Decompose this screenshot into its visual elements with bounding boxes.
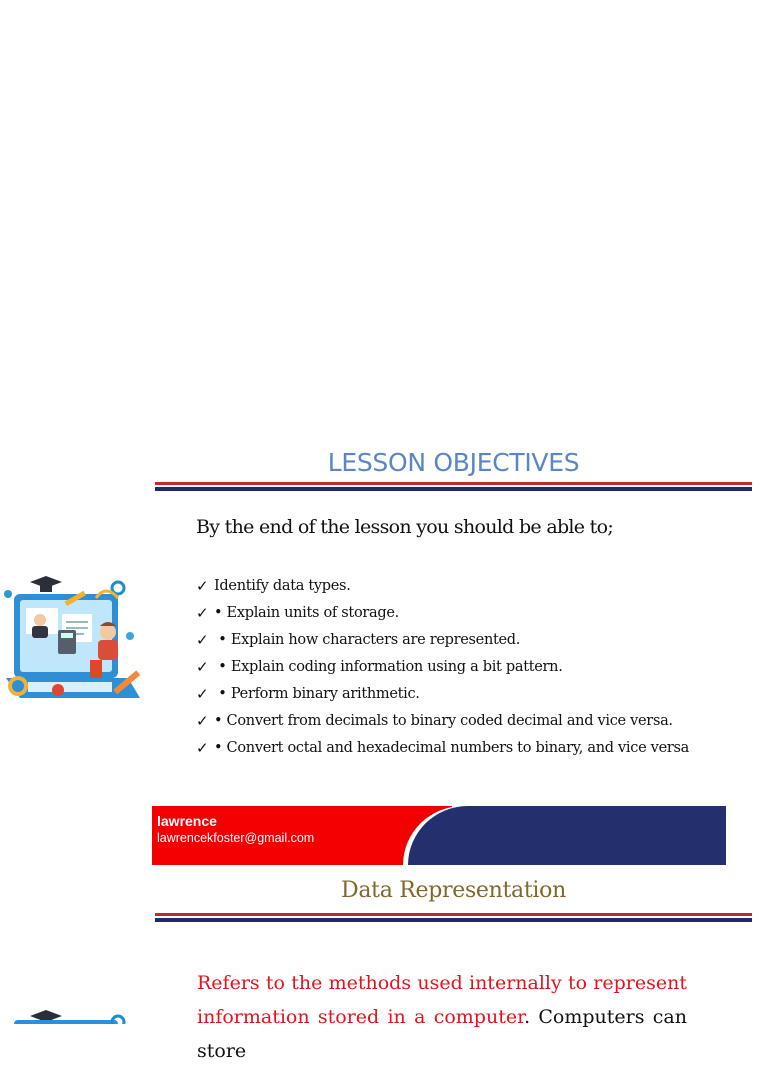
divider-navy-line xyxy=(155,487,752,491)
objective-text: • Explain how characters are represented. xyxy=(214,631,521,648)
list-item xyxy=(196,680,689,707)
check-icon: ✓ xyxy=(196,711,209,730)
computer-education-clipart xyxy=(0,574,146,714)
list-item xyxy=(196,599,689,626)
check-icon: ✓ xyxy=(196,603,209,622)
divider-red-line xyxy=(155,913,752,916)
list-item xyxy=(196,653,689,680)
check-icon: ✓ xyxy=(196,630,209,649)
definition-paragraph xyxy=(197,966,687,1068)
check-icon: ✓ xyxy=(196,657,209,676)
author-banner xyxy=(152,806,726,865)
banner-blue-panel xyxy=(408,806,726,865)
objective-text: • Perform binary arithmetic. xyxy=(214,685,420,702)
list-item xyxy=(196,707,689,734)
list-item xyxy=(196,626,689,653)
check-icon: ✓ xyxy=(196,576,209,595)
definition-text: . Computers can store xyxy=(197,1006,687,1062)
objective-text: • Explain coding information using a bit pattern. xyxy=(214,658,563,675)
list-item xyxy=(196,734,689,761)
objectives-list xyxy=(196,572,689,761)
objective-text: • Convert octal and hexadecimal numbers to binary, and vice versa xyxy=(214,739,689,756)
check-icon: ✓ xyxy=(196,684,209,703)
objective-text: • Explain units of storage. xyxy=(214,604,399,621)
list-item xyxy=(196,572,689,599)
author-name: lawrence xyxy=(157,813,217,829)
title-divider xyxy=(155,913,752,923)
definition-highlight: Refers to the methods used internally to represent information stored in a computer xyxy=(197,972,687,1028)
divider-navy-line xyxy=(155,918,752,922)
page-title: LESSON OBJECTIVES xyxy=(327,448,580,477)
divider-red-line xyxy=(155,482,752,485)
objectives-intro: By the end of the lesson you should be able to; xyxy=(196,516,614,538)
check-icon: ✓ xyxy=(196,738,209,757)
computer-education-clipart xyxy=(0,1008,146,1024)
section-title: Data Representation xyxy=(341,878,566,903)
title-divider xyxy=(155,482,752,492)
objective-text: Identify data types. xyxy=(214,577,351,594)
author-email[interactable]: lawrencekfoster@gmail.com xyxy=(157,831,315,845)
objective-text: • Convert from decimals to binary coded decimal and vice versa. xyxy=(214,712,673,729)
